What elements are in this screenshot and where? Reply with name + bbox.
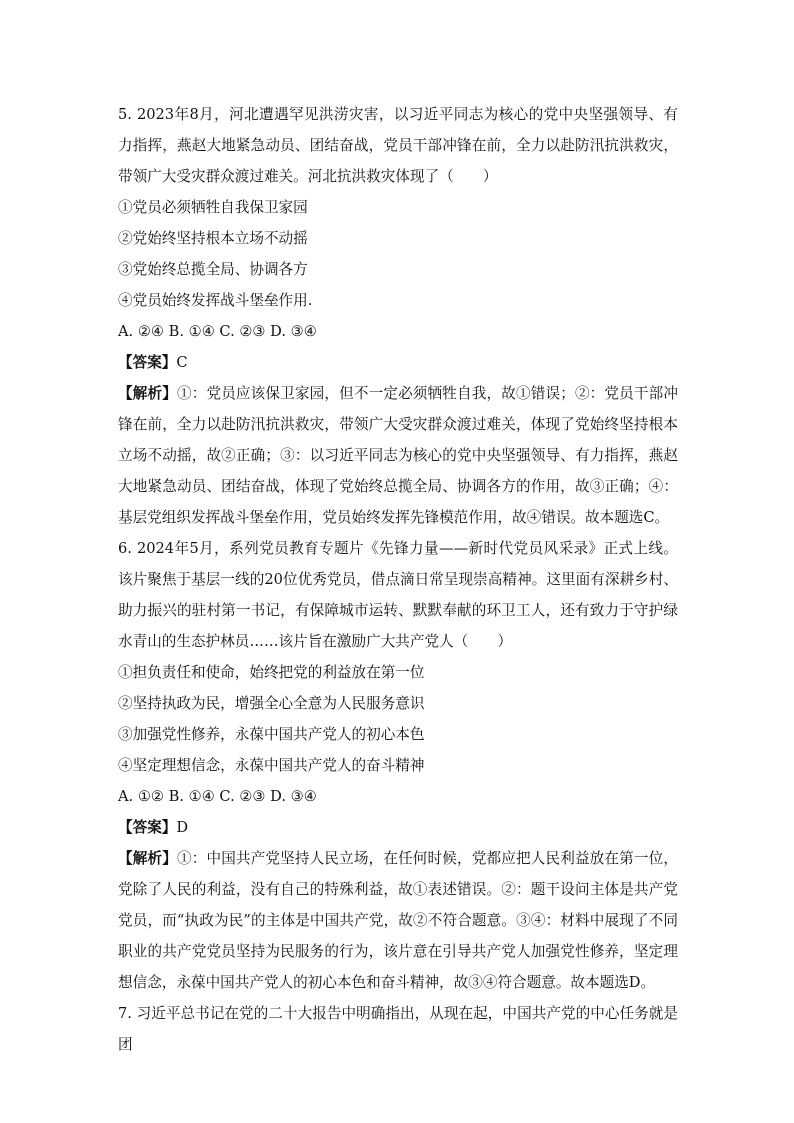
analysis-tag: 【解析】 <box>118 850 177 867</box>
analysis-tag: 【解析】 <box>118 385 177 402</box>
question-5-option-4: ④党员始终发挥战斗堡垒作用. <box>118 292 313 309</box>
question-5-analysis <box>118 378 678 533</box>
answer-tag: 【答案】 <box>118 354 177 371</box>
question-6-choices: A. ①② B. ①④ C. ②③ D. ③④ <box>118 788 317 805</box>
question-7 <box>118 998 678 1060</box>
document-content <box>118 99 678 1060</box>
question-6-option-4: ④坚定理想信念，永葆中国共产党人的奋斗精神 <box>118 757 425 774</box>
question-6 <box>118 533 678 998</box>
analysis-text: ①：党员应该保卫家园，但不一定必须牺牲自我，故①错误；②：党员干部冲锋在前，全力以赴防汛抗洪救灾，带领广大受灾群众渡过难关，体现了党始终坚持根本立场不动摇，故②正确；③：以习近平同志为核心的党中央坚强领导、有力指挥，燕赵大地紧急动员、团结奋战，体现了党始终总揽全局、协调各方的作用，故③正确；④：基层党组织发挥战斗堡垒作用，党员始终发挥先锋模范作用，故④错误。故本题选C。 <box>118 385 678 526</box>
answer-value: C <box>176 354 188 371</box>
question-6-option-1: ①担负责任和使命，始终把党的利益放在第一位 <box>118 664 425 681</box>
question-5-option-3: ③党始终总揽全局、协调各方 <box>118 261 308 278</box>
question-5 <box>118 99 678 533</box>
question-5-stem: 5. 2023年8月，河北遭遇罕见洪涝灾害，以习近平同志为核心的党中央坚强领导、有力指挥，燕赵大地紧急动员、团结奋战，党员干部冲锋在前，全力以赴防汛抗洪救灾，带领广大受灾群众渡过难关。河北抗洪救灾体现了（ ） <box>118 106 678 185</box>
question-6-option-3: ③加强党性修养，永葆中国共产党人的初心本色 <box>118 726 425 743</box>
answer-value: D <box>176 819 189 836</box>
question-6-stem: 6. 2024年5月，系列党员教育专题片《先锋力量——新时代党员风采录》正式上线。该片聚焦于基层一线的20位优秀党员，借点滴日常呈现崇高精神。这里面有深耕乡村、助力振兴的驻村第一书记，有保障城市运转、默默奉献的环卫工人，还有致力于守护绿水青山的生态护林员……该片旨在激励广大共产党人（ ） <box>118 540 678 650</box>
question-6-answer <box>118 812 678 843</box>
question-5-option-2: ②党始终坚持根本立场不动摇 <box>118 230 308 247</box>
question-5-choices: A. ②④ B. ①④ C. ②③ D. ③④ <box>118 323 317 340</box>
question-5-answer <box>118 347 678 378</box>
question-5-option-1: ①党员必须牺牲自我保卫家园 <box>118 199 308 216</box>
answer-tag: 【答案】 <box>118 819 177 836</box>
question-7-stem: 7. 习近平总书记在党的二十大报告中明确指出，从现在起，中国共产党的中心任务就是团 <box>118 1005 678 1053</box>
analysis-text: ①：中国共产党坚持人民立场，在任何时候，党都应把人民利益放在第一位，党除了人民的利益，没有自己的特殊利益，故①表述错误。②：题干设问主体是共产党党员，而“执政为民”的主体是中国共产党，故②不符合题意。③④：材料中展现了不同职业的共产党党员坚持为民服务的行为，该片意在引导共产党人加强党性修养，坚定理想信念，永葆中国共产党人的初心本色和奋斗精神，故③④符合题意。故本题选D。 <box>118 850 678 991</box>
question-6-option-2: ②坚持执政为民，增强全心全意为人民服务意识 <box>118 695 425 712</box>
question-6-analysis <box>118 843 678 998</box>
